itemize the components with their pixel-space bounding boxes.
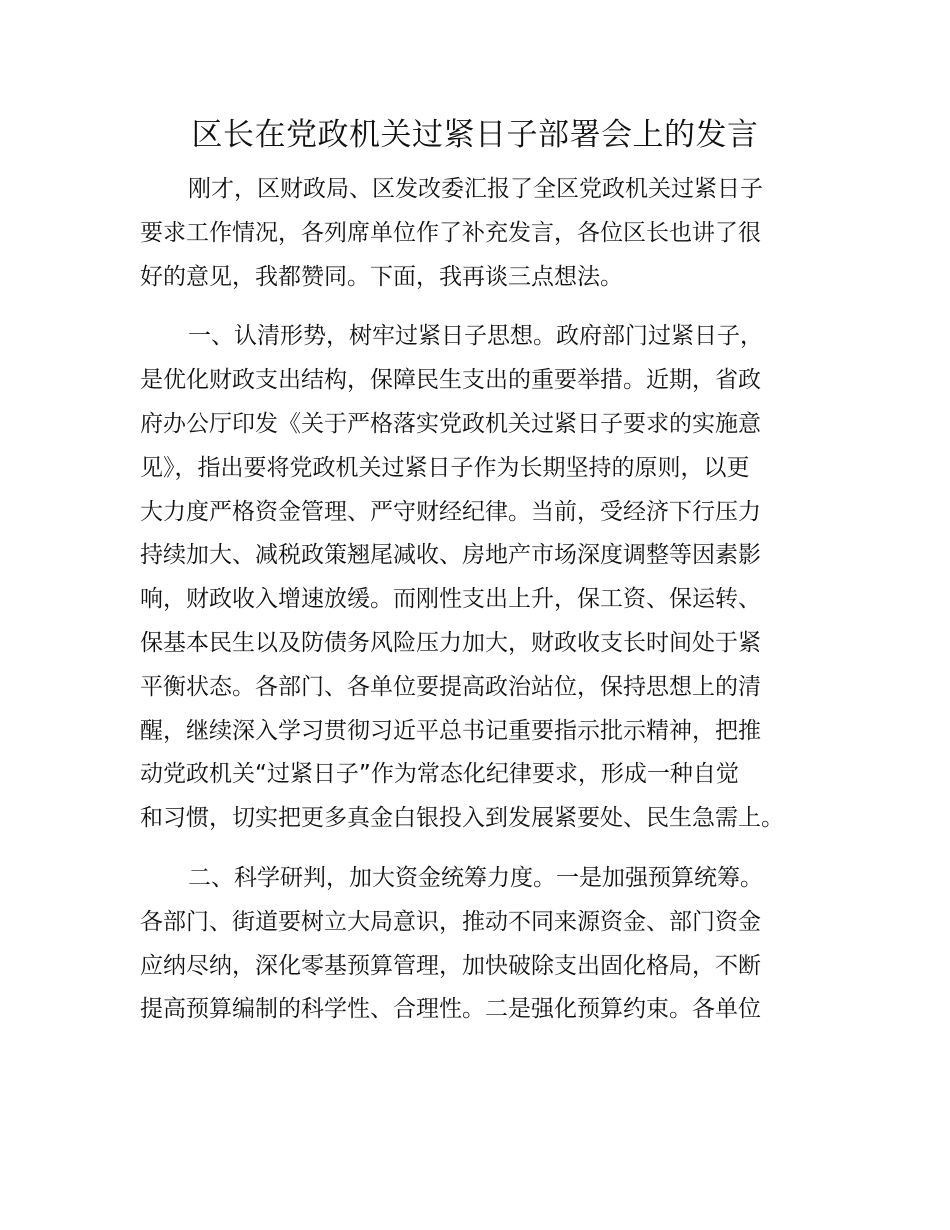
text-line: 动党政机关“过紧日子”作为常态化纪律要求，形成一种自觉: [140, 761, 739, 788]
paragraph-intro: [140, 168, 830, 299]
text-line: 提高预算编制的科学性、合理性。二是强化预算约束。各单位: [140, 996, 761, 1023]
text-line: 大力度严格资金管理、严守财经纪律。当前，受经济下行压力: [140, 498, 761, 525]
text-line: 刚才，区财政局、区发改委汇报了全区党政机关过紧日子: [188, 176, 763, 202]
text-line: 和习惯，切实把更多真金白银投入到发展紧要处、民生急需上。: [140, 805, 784, 832]
document-title: 区长在党政机关过紧日子部署会上的发言: [191, 117, 759, 153]
text-line: 平衡状态。各部门、各单位要提高政治站位，保持思想上的清: [140, 673, 761, 700]
text-line: 府办公厅印发《关于严格落实党政机关过紧日子要求的实施意: [140, 410, 761, 437]
text-line: 保基本民生以及防债务风险压力加大，财政收支长时间处于紧: [140, 629, 761, 656]
document-body: [140, 168, 830, 1048]
text-line: 响，财政收入增速放缓。而刚性支出上升，保工资、保运转、: [140, 586, 761, 613]
text-line: 见》，指出要将党政机关过紧日子作为长期坚持的原则，以更: [140, 454, 750, 481]
text-line: 一、认清形势，树牢过紧日子思想。政府部门过紧日子，: [188, 323, 763, 350]
text-line: 二、科学研判，加大资金统筹力度。一是加强预算统筹。: [188, 864, 763, 891]
text-line: 应纳尽纳，深化零基预算管理，加快破除支出固化格局，不断: [140, 952, 761, 979]
text-line: 是优化财政支出结构，保障民生支出的重要举措。近期，省政: [140, 367, 761, 394]
text-line: 好的意见，我都赞同。下面，我再谈三点想法。: [140, 263, 623, 290]
text-line: 醒，继续深入学习贯彻习近平总书记重要指示批示精神，把推: [140, 717, 761, 744]
text-line: 要求工作情况，各列席单位作了补充发言，各位区长也讲了很: [140, 219, 761, 246]
text-line: 持续加大、减税政策翘尾减收、房地产市场深度调整等因素影: [140, 542, 761, 569]
paragraph-point-two: [140, 857, 830, 1032]
paragraph-point-one: [140, 315, 830, 841]
text-line: 各部门、街道要树立大局意识，推动不同来源资金、部门资金: [140, 908, 761, 935]
